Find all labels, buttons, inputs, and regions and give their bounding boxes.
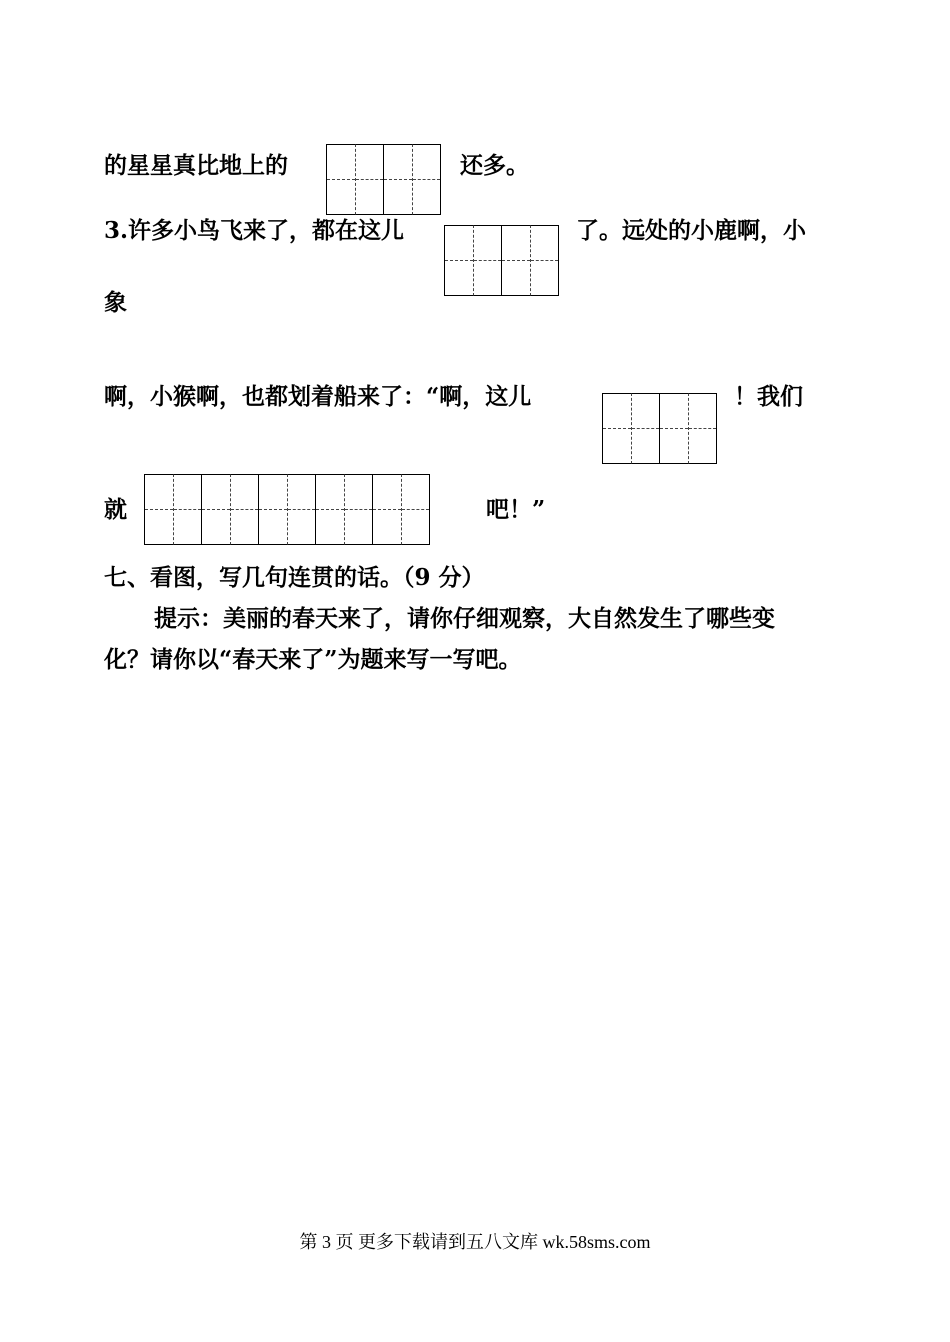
q7-hint-line1: 提示：美丽的春天来了，请你仔细观察，大自然发生了哪些变	[154, 605, 775, 632]
grid-cell	[231, 474, 260, 545]
q7-hint-line2: 化？请你以“春天来了”为题来写一写吧。	[104, 646, 522, 673]
grid-cell	[316, 474, 345, 545]
grid-cell	[345, 474, 374, 545]
q3-line1-after: 了。远处的小鹿啊，小	[576, 217, 806, 244]
answer-grid-q3-a[interactable]	[444, 225, 559, 296]
grid-cell	[373, 474, 402, 545]
answer-grid-q3-c[interactable]	[144, 474, 430, 545]
q3-line2: 象	[104, 289, 127, 316]
grid-cell	[327, 144, 356, 215]
grid-cell	[474, 225, 503, 296]
q3-line4-after: 吧！”	[486, 496, 546, 523]
grid-cell	[445, 225, 474, 296]
q2-text-before: 的星星真比地上的	[104, 152, 288, 179]
grid-cell	[259, 474, 288, 545]
q3-line3-before: 啊，小猴啊，也都划着船来了：“啊，这儿	[104, 383, 532, 410]
grid-cell	[145, 474, 174, 545]
grid-cell	[174, 474, 203, 545]
q3-line1-before: 3.许多小鸟飞来了，都在这儿	[104, 217, 405, 244]
grid-cell	[402, 474, 431, 545]
grid-cell	[632, 393, 661, 464]
q3-line4-before: 就	[104, 496, 127, 523]
page-footer: 第 3 页 更多下载请到五八文库 wk.58sms.com	[299, 1232, 651, 1252]
grid-cell	[202, 474, 231, 545]
answer-grid-q2[interactable]	[326, 144, 441, 215]
q3-line3-after: ！我们	[734, 383, 803, 410]
grid-cell	[502, 225, 531, 296]
grid-cell	[288, 474, 317, 545]
grid-cell	[531, 225, 560, 296]
grid-cell	[384, 144, 413, 215]
grid-cell	[356, 144, 385, 215]
grid-cell	[603, 393, 632, 464]
q2-text-after: 还多。	[460, 152, 529, 179]
answer-grid-q3-b[interactable]	[602, 393, 717, 464]
grid-cell	[660, 393, 689, 464]
q7-title: 七、看图，写几句连贯的话。（9 分）	[104, 564, 485, 591]
grid-cell	[689, 393, 718, 464]
grid-cell	[413, 144, 442, 215]
